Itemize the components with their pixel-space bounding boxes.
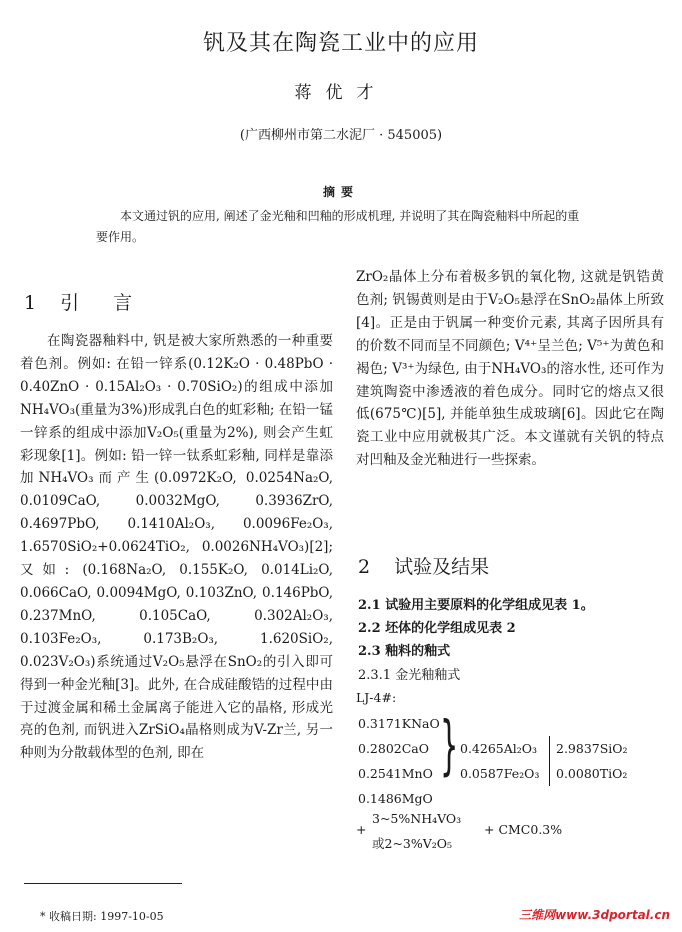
subsection-2-3: 2.3 釉料的釉式 (358, 644, 451, 659)
subsection-2-1: 2.1 试验用主要原料的化学组成见表 1。 (358, 598, 594, 613)
glaze-formula (356, 690, 666, 860)
formula-oxide-2: 0.2802CaO (358, 741, 430, 756)
section-1-number: 1 (24, 292, 37, 314)
formula-oxide-1: 0.3171KNaO (358, 716, 440, 731)
intro-paragraph: 在陶瓷器釉料中, 钒是被大家所熟悉的一种重要着色剂。例如: 在铅一锌系(0.12K₂O · 0.48PbO · 0.40ZnO · 0.15Al₂O₃ · 0.70SiO₂)的组成中添加NH₄VO₃(重量为3%)形成乳白色的虹彩釉; 在铅一锰一锌系的组成中添加V₂O₅(重量为2%), 则会产生虹彩现象[1]。例如: 铅一锌一钛系虹彩釉, 同样是靠添加NH₄VO₃而产生(0.0972K₂O, 0.0254Na₂O, 0.0109CaO, 0.0032MgO, 0.3936ZrO, 0.4697PbO, 0.1410Al₂O₃, 0.0096Fe₂O₃, 1.6570SiO₂+0.0624TiO₂, 0.0026NH₄VO₃)[2]; 又如: (0.168Na₂O, 0.155K₂O, 0.014Li₂O, 0.066CaO, 0.0094MgO, 0.103ZnO, 0.146PbO, 0.237MnO, 0.105CaO, 0.302Al₂O₃, 0.103Fe₂O₃, 0.173B₂O₃, 1.620SiO₂, 0.023V₂O₃)系统通过V₂O₅悬浮在SnO₂的引入即可得到一种金光釉[3]。此外, 在合成硅酸锆的过程中由于过渡金属和稀土金属离子能进入它的晶格, 形成光亮的色剂, 而钒进入ZrSiO₄晶格则成为V-Zr兰, 另一种则为分散载体型的色剂, 即在 (20, 333, 333, 762)
intro-paragraph-continued: ZrO₂晶体上分布着极多钒的氧化物, 这就是钒锆黄色剂; 钒锡黄则是由于V₂O₅悬浮在SnO₂晶体上所致[4]。正是由于钒属一种变价元素, 其离子因所具有的价数不同而呈不同颜色; V⁴⁺呈兰色; V⁵⁺为黄色和褐色; V³⁺为绿色, 由于NH₄VO₃的溶水性, 还可作为建筑陶瓷中渗透液的着色成分。同时它的熔点又很低(675℃)[5], 并能单独生成玻璃[6]。因此它在陶瓷工业中应用就极其广泛。本文谨就有关钒的特点对凹釉及金光釉进行一些探索。 (356, 269, 664, 469)
author-name: 蒋优才 (294, 83, 388, 103)
section-2-heading (358, 552, 489, 579)
formula-divider (549, 736, 550, 786)
formula-al2o3: 0.4265Al₂O₃ (460, 741, 538, 756)
left-column (20, 330, 333, 765)
footnote: * 收稿日期: 1997-10-05 (40, 910, 164, 923)
section-1-title: 引 言 (60, 292, 147, 314)
paper-title: 钒及其在陶瓷工业中的应用 (202, 31, 479, 56)
formula-tio2: 0.0080TiO₂ (556, 766, 628, 781)
formula-sio2: 2.9837SiO₂ (556, 741, 628, 756)
footnote-rule (24, 883, 182, 884)
formula-oxide-4: 0.1486MgO (358, 791, 433, 806)
abstract-text: 本文通过钒的应用, 阐述了金光釉和凹釉的形成机理, 并说明了其在陶瓷釉料中所起的重要作用。 (96, 209, 580, 244)
formula-label: LJ-4#: (356, 690, 397, 705)
section-2-number: 2 (358, 556, 371, 578)
formula-plus-sign: + (356, 822, 367, 837)
subsection-2-3-1: 2.3.1 金光釉釉式 (358, 668, 461, 683)
watermark: 三维网www.3dportal.cn (519, 908, 670, 922)
affiliation: (广西柳州市第二水泥厂 · 545005) (239, 128, 443, 143)
formula-additive-2: 或2~3%V₂O₅ (372, 836, 453, 851)
formula-oxide-3: 0.2541MnO (358, 766, 433, 781)
abstract-heading: 摘要 (322, 185, 359, 199)
right-column (356, 266, 664, 472)
section-2-title: 试验及结果 (394, 556, 490, 578)
section-1-heading (24, 288, 146, 315)
formula-cmc: + CMC0.3% (484, 822, 563, 837)
formula-brace: } (440, 709, 459, 783)
formula-fe2o3: 0.0587Fe₂O₃ (460, 766, 540, 781)
formula-additive-1: 3~5%NH₄VO₃ (372, 811, 462, 826)
subsection-2-2: 2.2 坯体的化学组成见表 2 (358, 621, 516, 636)
